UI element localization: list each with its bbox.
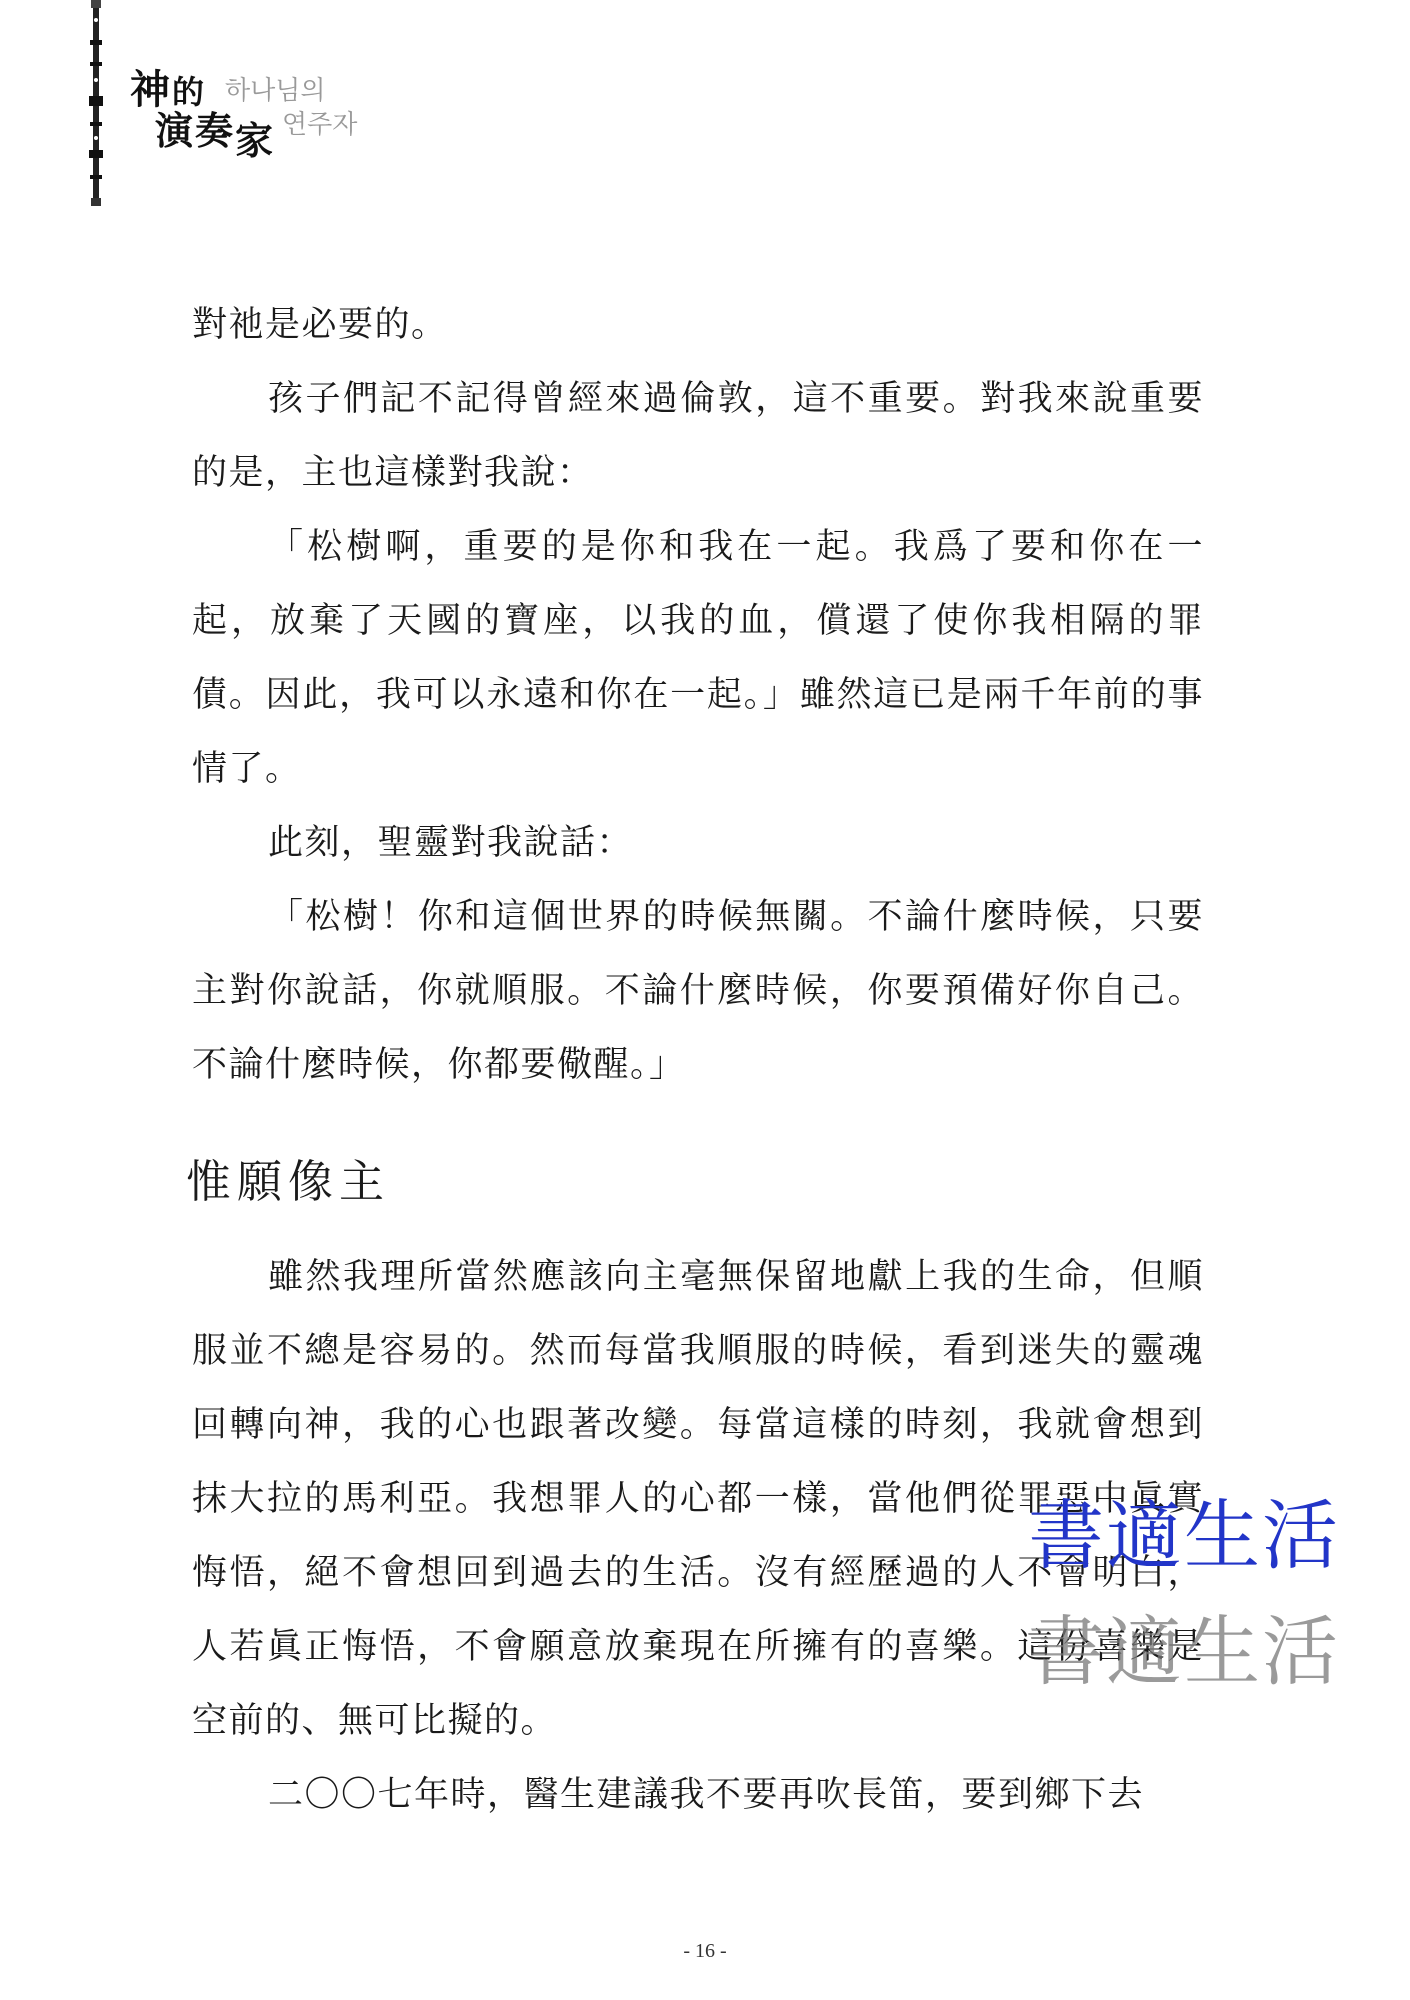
paragraph: 二〇〇七年時，醫生建議我不要再吹長笛，要到鄉下去 xyxy=(268,1775,1145,1815)
paragraph: 孩子們記不記得曾經來過倫敦，這不重要。對我來說重要的是，主也這樣對我說： xyxy=(192,379,1204,493)
paragraph: 「松樹！你和這個世界的時候無關。不論什麼時候，只要主對你說話，你就順服。不論什麼時候，你要預備好你自己。不論什麼時候，你都要儆醒。」 xyxy=(192,897,1204,1085)
book-logo xyxy=(0,0,420,220)
watermark-gray: 書適生活 xyxy=(1028,1607,1340,1696)
paragraph: 「松樹啊，重要的是你和我在一起。我爲了要和你在一起，放棄了天國的寶座，以我的血，償還了使你我相隔的罪債。因此，我可以永遠和你在一起。」雖然這已是兩千年前的事情了。 xyxy=(192,527,1204,789)
paragraph: 對祂是必要的。 xyxy=(192,305,448,345)
logo-korean-line2: 연주자 xyxy=(282,110,358,140)
flute-icon xyxy=(86,0,106,210)
logo-title-line2: 演奏家 xyxy=(155,109,276,163)
section-title: 惟願像主 xyxy=(186,1155,391,1208)
logo-title-line1: 神的 xyxy=(130,67,207,113)
paragraph: 此刻，聖靈對我說話： xyxy=(268,823,634,863)
watermark-blue: 書適生活 xyxy=(1028,1491,1340,1580)
logo-korean-line1: 하나님의 xyxy=(225,76,326,106)
page-content xyxy=(186,288,1204,1832)
paragraph: 雖然我理所當然應該向主毫無保留地獻上我的生命，但順服並不總是容易的。然而每當我順服的時候，看到迷失的靈魂回轉向神，我的心也跟著改變。每當這樣的時刻，我就會想到抹大拉的馬利亞。我想罪人的心都一樣，當他們從罪惡中眞實悔悟，絕不會想回到過去的生活。沒有經歷過的人不會明白，人若眞正悔悟，不會願意放棄現在所擁有的喜樂。這份喜樂是空前的、無可比擬的。 xyxy=(192,1257,1204,1741)
page-number: - 16 - xyxy=(683,1940,727,1962)
